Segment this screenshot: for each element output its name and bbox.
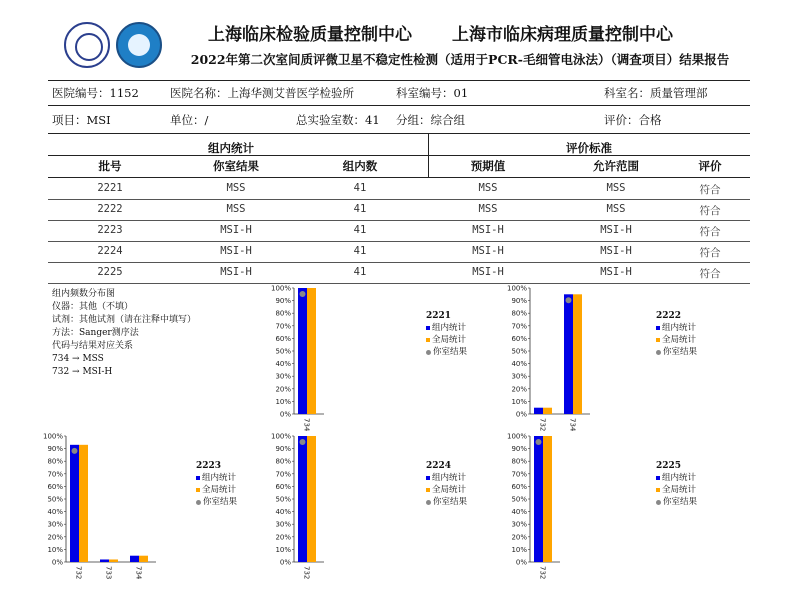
group-stat-bar — [70, 445, 79, 562]
global-stat-bar — [307, 288, 316, 414]
y-tick-label: 20% — [275, 385, 291, 394]
y-tick-label: 60% — [275, 482, 291, 491]
legend-swatch — [656, 476, 660, 480]
legend-your-result — [656, 496, 697, 508]
cell-range: MSS — [606, 182, 626, 194]
clinical-lab-center-logo — [64, 22, 110, 68]
y-tick-label: 0% — [515, 558, 527, 567]
chart-title: 2225 — [656, 461, 682, 471]
legend-label: 组内统计 — [662, 473, 697, 483]
notes-mapping-title: 代码与结果对应关系 — [52, 341, 134, 351]
y-tick-label: 30% — [275, 520, 291, 529]
unit: 单位：/ — [170, 113, 209, 127]
legend-group-stats — [196, 472, 237, 484]
global-stat-bar — [543, 408, 552, 414]
overall-evaluation: 评价：合格 — [604, 113, 662, 127]
cell-your-result: MSS — [226, 203, 246, 215]
y-tick-label: 10% — [47, 545, 63, 554]
cell-range: MSI-H — [600, 224, 632, 236]
y-tick-label: 40% — [275, 360, 291, 369]
x-category-label: 732 — [538, 566, 547, 580]
y-tick-label: 90% — [511, 297, 527, 306]
table-row — [48, 179, 750, 199]
y-tick-label: 60% — [511, 334, 527, 343]
project-item: 项目：MSI — [52, 113, 111, 127]
cell-batch: 2222 — [97, 203, 123, 215]
legend-global-stats — [426, 334, 467, 346]
cell-group-count: 41 — [353, 224, 367, 236]
y-tick-label: 10% — [511, 545, 527, 554]
cell-range: MSI-H — [600, 266, 632, 278]
y-tick-label: 100% — [506, 432, 527, 441]
frequency-chart-2221 — [264, 284, 330, 440]
chart-title: 2222 — [656, 311, 682, 321]
y-tick-label: 50% — [275, 347, 291, 356]
row-divider — [48, 283, 750, 284]
legend-label: 你室结果 — [433, 347, 468, 357]
criteria-heading: 评价标准 — [566, 141, 612, 155]
legend-swatch — [426, 350, 431, 355]
legend-swatch — [656, 326, 660, 330]
report-header — [208, 20, 728, 45]
table-row — [48, 263, 750, 283]
y-tick-label: 50% — [511, 347, 527, 356]
legend-swatch — [656, 338, 660, 342]
cell-eval: 符合 — [699, 184, 721, 196]
y-tick-label: 80% — [275, 457, 291, 466]
col-range: 允许范围 — [593, 159, 639, 173]
legend-swatch — [196, 500, 201, 505]
legend-swatch — [426, 338, 430, 342]
y-tick-label: 0% — [515, 410, 527, 419]
group-stat-bar — [298, 288, 307, 414]
cell-expected: MSI-H — [472, 245, 504, 257]
cell-expected: MSI-H — [472, 224, 504, 236]
cell-expected: MSI-H — [472, 266, 504, 278]
x-category-label: 733 — [104, 566, 113, 580]
y-tick-label: 20% — [275, 533, 291, 542]
legend-swatch — [196, 476, 200, 480]
legend-label: 组内统计 — [202, 473, 237, 483]
y-tick-label: 40% — [47, 508, 63, 517]
legend-group-stats — [426, 472, 467, 484]
chart-title: 2223 — [196, 461, 222, 471]
y-tick-label: 50% — [47, 495, 63, 504]
legend-global-stats — [196, 484, 237, 496]
y-tick-label: 70% — [511, 322, 527, 331]
y-tick-label: 70% — [511, 470, 527, 479]
legend-your-result — [426, 346, 467, 358]
global-stat-bar — [543, 436, 552, 562]
frequency-chart-2223 — [36, 432, 162, 588]
col-batch: 批号 — [98, 159, 122, 173]
chart-svg — [264, 284, 330, 440]
y-tick-label: 30% — [511, 372, 527, 381]
x-category-label: 732 — [74, 566, 83, 580]
cell-your-result: MSI-H — [220, 245, 252, 257]
group: 分组：综合组 — [396, 113, 465, 127]
y-tick-label: 60% — [47, 482, 63, 491]
x-category-label: 732 — [302, 566, 311, 580]
group-stat-bar — [298, 436, 307, 562]
global-stat-bar — [573, 294, 582, 414]
x-category-label: 734 — [134, 566, 143, 580]
global-stat-bar — [307, 436, 316, 562]
y-tick-label: 40% — [511, 360, 527, 369]
group-stat-bar — [534, 408, 543, 414]
y-tick-label: 60% — [275, 334, 291, 343]
legend-swatch — [426, 326, 430, 330]
legend-swatch — [656, 500, 661, 505]
divider-header-bottom — [48, 177, 750, 178]
y-tick-label: 80% — [275, 309, 291, 318]
y-tick-label: 80% — [511, 457, 527, 466]
legend-group-stats — [426, 322, 467, 334]
y-tick-label: 0% — [279, 410, 291, 419]
cell-range: MSI-H — [600, 245, 632, 257]
chart-title: 2221 — [426, 311, 452, 321]
y-tick-label: 60% — [511, 482, 527, 491]
cell-group-count: 41 — [353, 182, 367, 194]
notes-mapping-1: 734 → MSS — [52, 354, 104, 364]
legend-global-stats — [656, 334, 697, 346]
col-expected: 预期值 — [470, 159, 506, 173]
distribution-notes — [52, 288, 196, 379]
your-result-dot — [536, 439, 542, 445]
chart-legend — [426, 310, 467, 358]
legend-group-stats — [656, 322, 697, 334]
group-stat-bar — [564, 294, 573, 414]
table-row — [48, 200, 750, 220]
legend-your-result — [426, 496, 467, 508]
y-tick-label: 100% — [506, 284, 527, 293]
cell-eval: 符合 — [699, 247, 721, 259]
legend-swatch — [656, 350, 661, 355]
center-name-2: 上海市临床病理质量控制中心 — [452, 25, 673, 45]
report-subtitle: 2022年第二次室间质评微卫星不稳定性检测（适用于PCR-毛细管电泳法）（调查项目）结果报告 — [190, 52, 730, 67]
chart-svg — [500, 284, 596, 440]
col-your-result: 你室结果 — [213, 159, 259, 173]
y-tick-label: 100% — [270, 284, 291, 293]
total-labs: 总实验室数：41 — [296, 113, 380, 127]
cell-group-count: 41 — [353, 266, 367, 278]
notes-instrument: 仪器：其他（不填） — [52, 302, 134, 312]
legend-label: 你室结果 — [663, 347, 698, 357]
y-tick-label: 30% — [511, 520, 527, 529]
y-tick-label: 100% — [270, 432, 291, 441]
legend-your-result — [196, 496, 237, 508]
table-row — [48, 242, 750, 262]
hospital-number: 医院编号：1152 — [52, 86, 139, 100]
info-row-1 — [48, 85, 750, 103]
table-row — [48, 221, 750, 241]
cell-batch: 2221 — [97, 182, 123, 194]
department-number: 科室编号：01 — [396, 86, 469, 100]
cell-eval: 符合 — [699, 268, 721, 280]
cell-batch: 2225 — [97, 266, 123, 278]
chart-legend — [656, 460, 697, 508]
cell-expected: MSS — [478, 182, 498, 194]
divider-table-top — [48, 133, 750, 134]
group-stats-heading: 组内统计 — [208, 141, 254, 155]
your-result-dot — [300, 439, 306, 445]
col-eval: 评价 — [698, 159, 722, 173]
frequency-chart-2222 — [500, 284, 596, 440]
global-stat-bar — [109, 559, 118, 562]
y-tick-label: 40% — [275, 508, 291, 517]
y-tick-label: 50% — [275, 495, 291, 504]
legend-label: 全局统计 — [662, 485, 697, 495]
chart-legend — [656, 310, 697, 358]
cell-batch: 2224 — [97, 245, 123, 257]
chart-legend — [196, 460, 237, 508]
hospital-name: 医院名称：上海华测艾普医学检验所 — [170, 86, 354, 100]
legend-swatch — [426, 488, 430, 492]
legend-your-result — [656, 346, 697, 358]
legend-global-stats — [656, 484, 697, 496]
divider-subheader — [48, 155, 750, 156]
center-name-1: 上海临床检验质量控制中心 — [208, 25, 412, 45]
y-tick-label: 10% — [275, 545, 291, 554]
y-tick-label: 90% — [275, 297, 291, 306]
your-result-dot — [300, 291, 306, 297]
divider-top — [48, 80, 750, 81]
x-category-label: 734 — [302, 418, 311, 432]
cell-your-result: MSI-H — [220, 224, 252, 236]
info-row-2 — [48, 112, 750, 130]
group-stat-bar — [100, 559, 109, 562]
chart-svg — [36, 432, 162, 588]
chart-title: 2224 — [426, 461, 452, 471]
group-stat-bar — [130, 556, 139, 562]
cell-your-result: MSS — [226, 182, 246, 194]
x-category-label: 732 — [538, 418, 547, 432]
col-group-count: 组内数 — [342, 159, 378, 173]
legend-label: 组内统计 — [662, 323, 697, 333]
y-tick-label: 70% — [47, 470, 63, 479]
y-tick-label: 30% — [47, 520, 63, 529]
y-tick-label: 0% — [51, 558, 63, 567]
chart-svg — [500, 432, 566, 588]
legend-label: 你室结果 — [433, 497, 468, 507]
legend-swatch — [196, 488, 200, 492]
legend-label: 全局统计 — [432, 485, 467, 495]
your-result-dot — [566, 297, 572, 303]
global-stat-bar — [79, 445, 88, 562]
y-tick-label: 30% — [275, 372, 291, 381]
group-stat-bar — [534, 436, 543, 562]
legend-swatch — [426, 476, 430, 480]
chart-svg — [264, 432, 330, 588]
y-tick-label: 70% — [275, 470, 291, 479]
y-tick-label: 80% — [47, 457, 63, 466]
legend-swatch — [426, 500, 431, 505]
y-tick-label: 80% — [511, 309, 527, 318]
notes-mapping-2: 732 → MSI-H — [52, 367, 113, 377]
cell-group-count: 41 — [353, 245, 367, 257]
y-tick-label: 50% — [511, 495, 527, 504]
y-tick-label: 70% — [275, 322, 291, 331]
legend-label: 全局统计 — [662, 335, 697, 345]
y-tick-label: 90% — [511, 445, 527, 454]
y-tick-label: 20% — [47, 533, 63, 542]
y-tick-label: 90% — [275, 445, 291, 454]
cell-eval: 符合 — [699, 205, 721, 217]
notes-title: 组内频数分布图 — [52, 289, 116, 299]
y-tick-label: 20% — [511, 533, 527, 542]
table-header — [48, 158, 750, 176]
legend-label: 你室结果 — [203, 497, 238, 507]
cell-eval: 符合 — [699, 226, 721, 238]
legend-swatch — [656, 488, 660, 492]
cell-group-count: 41 — [353, 203, 367, 215]
y-tick-label: 10% — [511, 397, 527, 406]
x-category-label: 734 — [568, 418, 577, 432]
department-name: 科室名：质量管理部 — [604, 86, 708, 100]
legend-label: 组内统计 — [432, 323, 467, 333]
y-tick-label: 0% — [279, 558, 291, 567]
legend-label: 全局统计 — [432, 335, 467, 345]
legend-group-stats — [656, 472, 697, 484]
notes-method: 方法：Sanger测序法 — [52, 328, 139, 338]
cell-expected: MSS — [478, 203, 498, 215]
global-stat-bar — [139, 556, 148, 562]
divider-info — [48, 105, 750, 106]
legend-label: 你室结果 — [663, 497, 698, 507]
legend-label: 组内统计 — [432, 473, 467, 483]
chart-legend — [426, 460, 467, 508]
your-result-dot — [72, 448, 78, 454]
y-tick-label: 90% — [47, 445, 63, 454]
cell-range: MSS — [606, 203, 626, 215]
legend-global-stats — [426, 484, 467, 496]
frequency-chart-2225 — [500, 432, 566, 588]
notes-reagent: 试剂：其他试剂（请在注释中填写） — [52, 315, 197, 325]
frequency-chart-2224 — [264, 432, 330, 588]
legend-label: 全局统计 — [202, 485, 237, 495]
y-tick-label: 100% — [42, 432, 63, 441]
cell-your-result: MSI-H — [220, 266, 252, 278]
y-tick-label: 40% — [511, 508, 527, 517]
y-tick-label: 10% — [275, 397, 291, 406]
cell-batch: 2223 — [97, 224, 123, 236]
y-tick-label: 20% — [511, 385, 527, 394]
